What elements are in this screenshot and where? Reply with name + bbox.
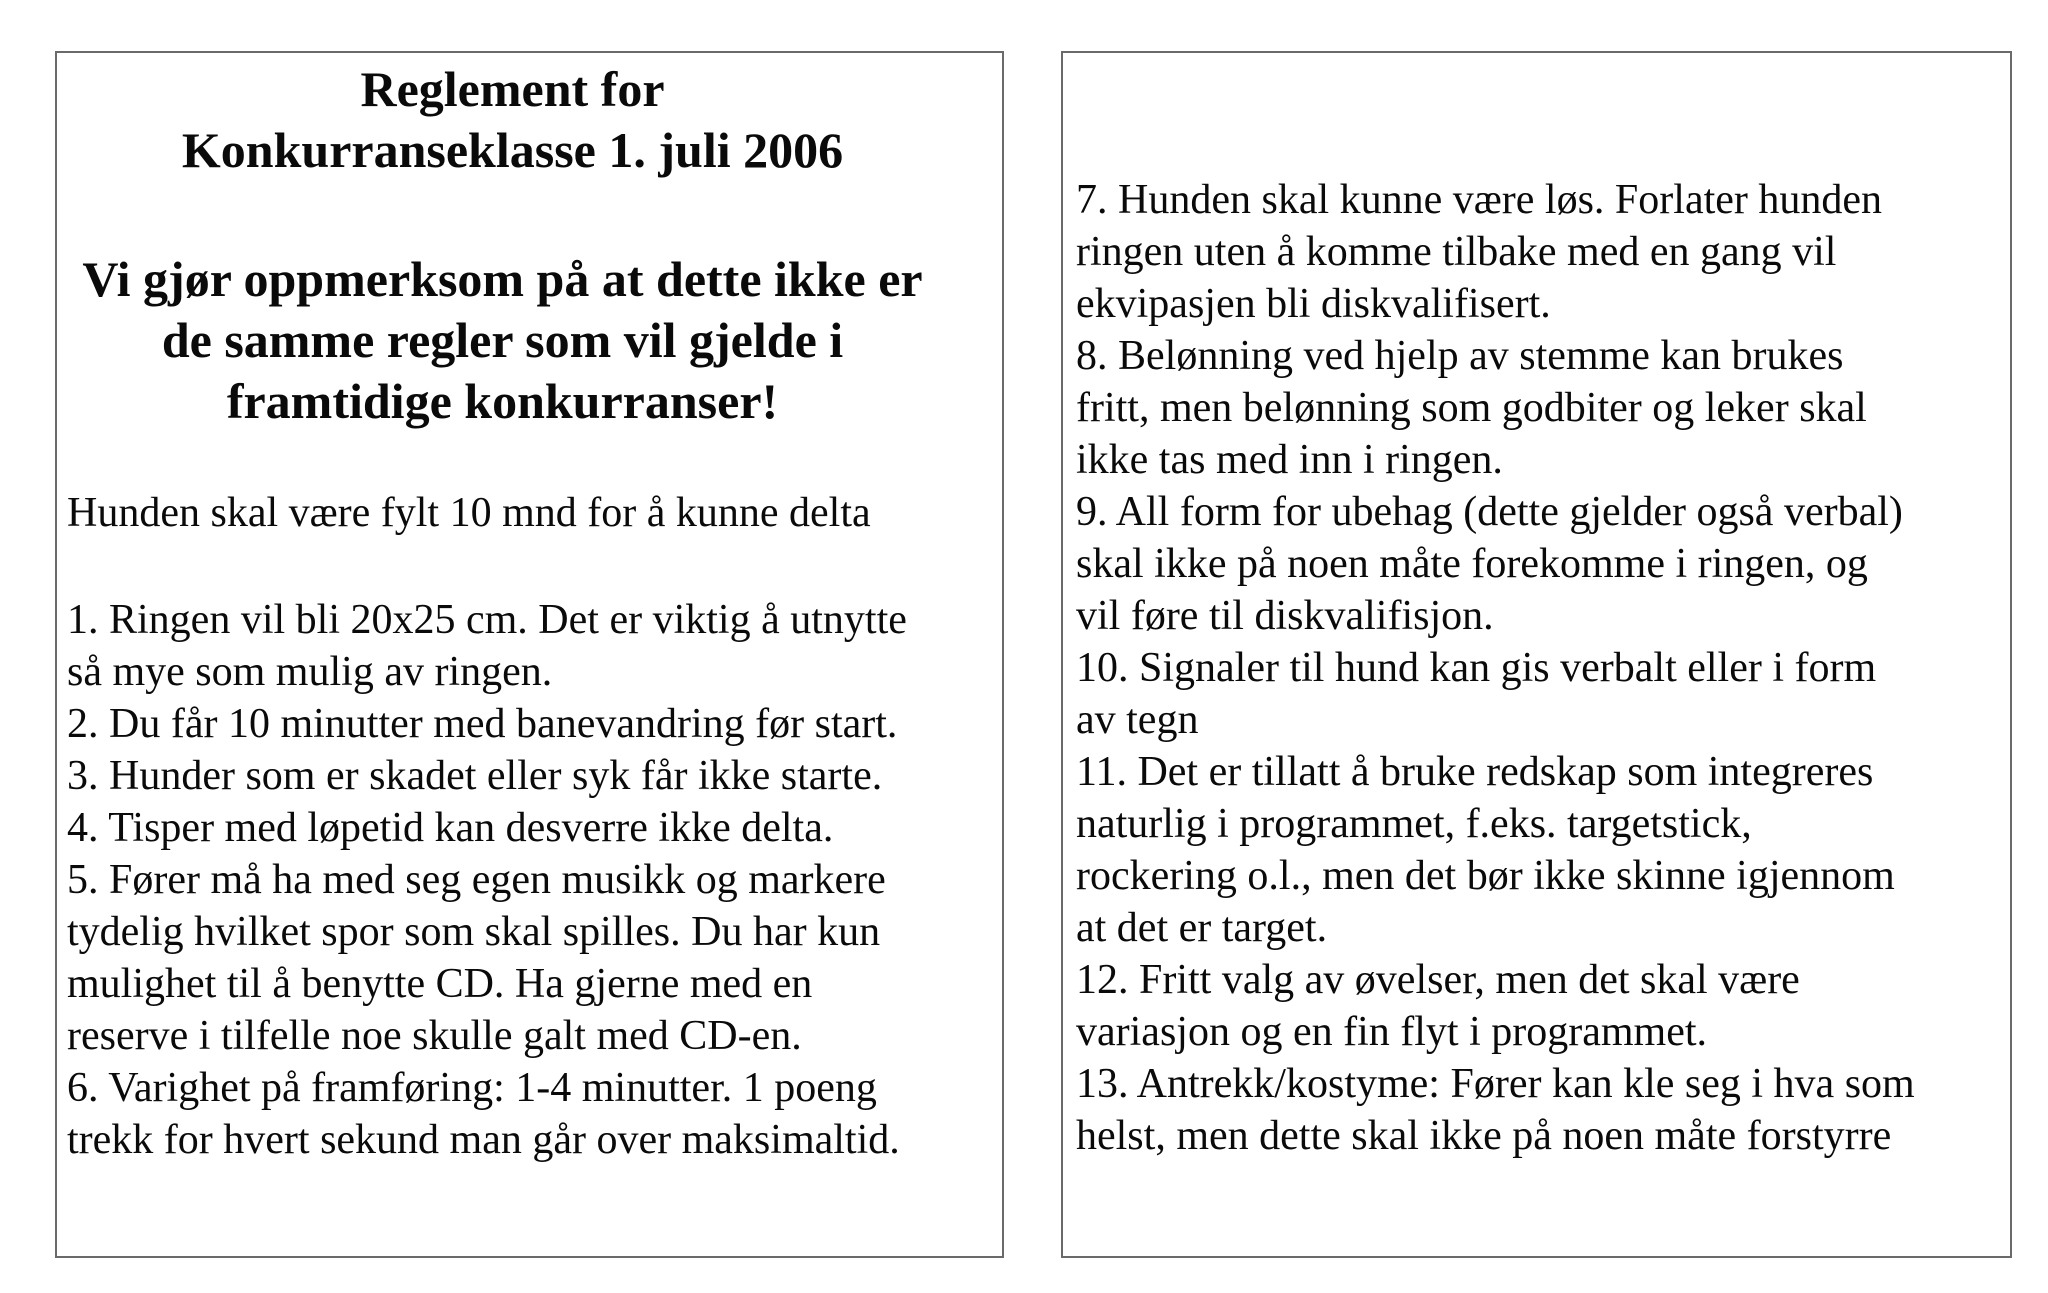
text-line: skal ikke på noen måte forekomme i ringen, og (1076, 541, 1868, 587)
text-line: 6. Varighet på framføring: 1-4 minutter. 1 poeng (67, 1065, 877, 1111)
text-line: ringen uten å komme tilbake med en gang vil (1076, 229, 1837, 275)
text-line: trekk for hvert sekund man går over maksimaltid. (67, 1117, 900, 1163)
rules-panel-right (1061, 51, 2012, 1258)
text-line: helst, men dette skal ikke på noen måte forstyrre (1076, 1113, 1892, 1159)
text-line: Vi gjør oppmerksom på at dette ikke er (82, 251, 923, 307)
text-line: 10. Signaler til hund kan gis verbalt eller i form (1076, 645, 1877, 691)
text-line: Hunden skal være fylt 10 mnd for å kunne delta (67, 490, 871, 536)
text-line: 11. Det er tillatt å bruke redskap som integreres (1076, 749, 1874, 795)
text-line: 2. Du får 10 minutter med banevandring før start. (67, 701, 898, 747)
rules-list-1-6 (67, 594, 994, 1166)
text-line: Reglement for (360, 61, 665, 117)
text-line: variasjon og en fin flyt i programmet. (1076, 1009, 1708, 1055)
notice-text (67, 249, 994, 432)
text-line: tydelig hvilket spor som skal spilles. Du har kun (67, 909, 881, 955)
document-title (67, 59, 994, 181)
text-line: framtidige konkurranser! (226, 373, 779, 429)
text-line: rockering o.l., men det bør ikke skinne igjennom (1076, 853, 1895, 899)
rules-panel-left (55, 51, 1004, 1258)
text-line: 3. Hunder som er skadet eller syk får ikke starte. (67, 753, 883, 799)
text-line: vil føre til diskvalifisjon. (1076, 593, 1494, 639)
text-line: 1. Ringen vil bli 20x25 cm. Det er viktig å utnytte (67, 597, 907, 643)
text-line: 8. Belønning ved hjelp av stemme kan brukes (1076, 333, 1844, 379)
text-line: 4. Tisper med løpetid kan desverre ikke delta. (67, 805, 834, 851)
text-line: at det er target. (1076, 905, 1328, 951)
text-line: de samme regler som vil gjelde i (161, 312, 844, 368)
rules-list-7-13 (1076, 174, 2002, 1162)
text-line: så mye som mulig av ringen. (67, 649, 553, 695)
text-line: reserve i tilfelle noe skulle galt med CD-en. (67, 1013, 802, 1059)
text-line: 9. All form for ubehag (dette gjelder også verbal) (1076, 489, 1903, 535)
text-line: Konkurranseklasse 1. juli 2006 (181, 122, 844, 178)
text-line: ekvipasjen bli diskvalifisert. (1076, 281, 1551, 327)
intro-line (67, 487, 994, 539)
text-line: fritt, men belønning som godbiter og leker skal (1076, 385, 1867, 431)
text-line: ikke tas med inn i ringen. (1076, 437, 1503, 483)
text-line: mulighet til å benytte CD. Ha gjerne med en (67, 961, 813, 1007)
text-line: naturlig i programmet, f.eks. targetstick, (1076, 801, 1752, 847)
text-line: 12. Fritt valg av øvelser, men det skal være (1076, 957, 1800, 1003)
text-line: 7. Hunden skal kunne være løs. Forlater hunden (1076, 177, 1883, 223)
text-line: 5. Fører må ha med seg egen musikk og markere (67, 857, 886, 903)
text-line: av tegn (1076, 697, 1199, 743)
text-line: 13. Antrekk/kostyme: Fører kan kle seg i hva som (1076, 1061, 1915, 1107)
